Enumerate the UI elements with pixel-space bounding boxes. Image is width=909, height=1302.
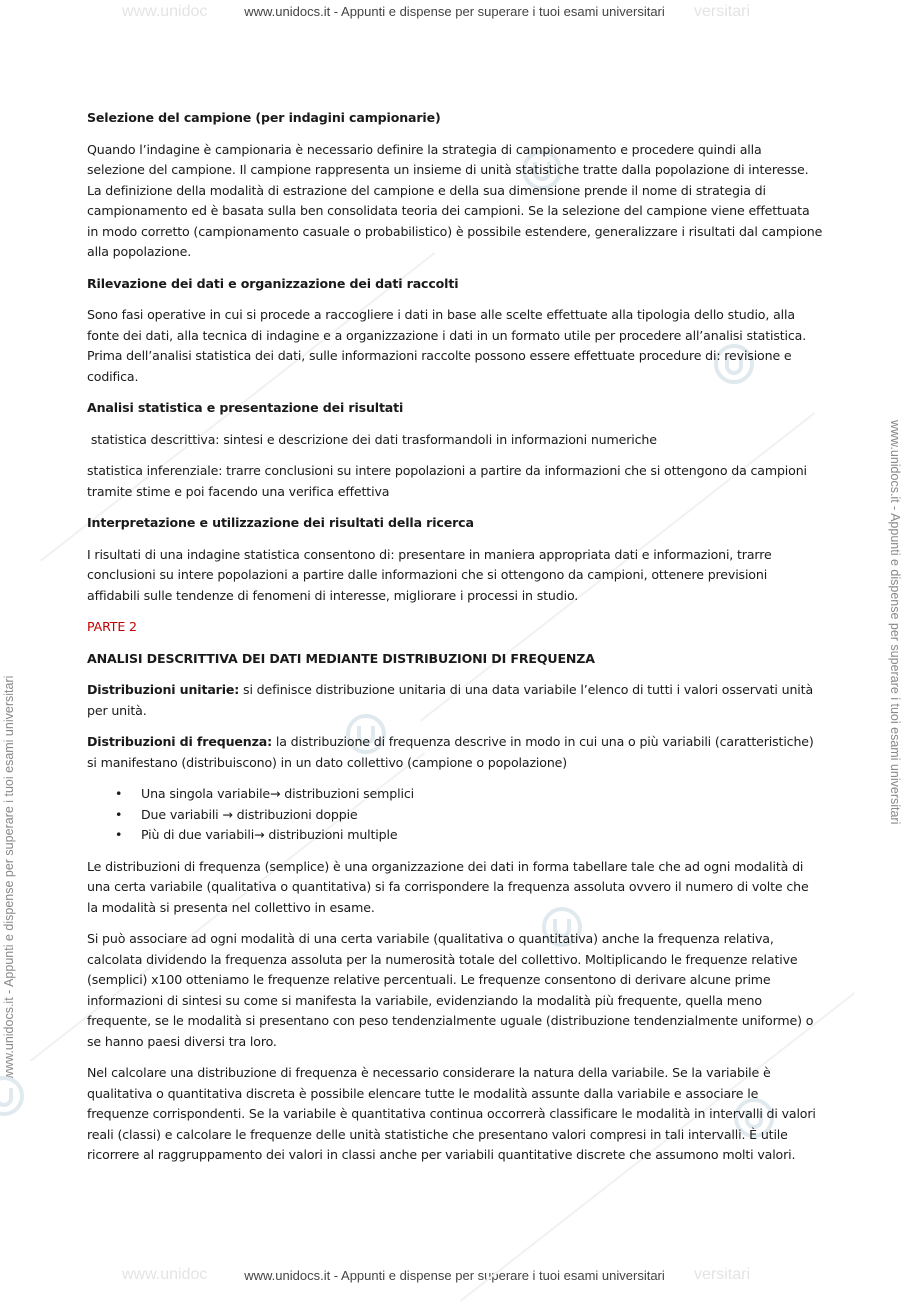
footer-watermark-url: www.unidocs.it - Appunti e dispense per superare i tuoi esami universitari [244,1268,665,1283]
section-heading-interpretazione: Interpretazione e utilizzazione dei risultati della ricerca [87,515,474,530]
paragraph-campione: Quando l’indagine è campionaria è necessario definire la strategia di campionamento e procedere quindi alla selezione del campione. Il campione rappresenta un insieme di unità statistiche tratte dalla popolazione di interesse. La definizione della modalità di estrazione del campione e della sua dimensione prende il nome di strategia di campionamento ed è basata sulla ben consolidata teoria dei campioni. Se la selezione del campione viene effettuata in modo corretto (campionamento casuale o probabilistico) è possibile estendere, generalizzare i risultati dal campione alla popolazione. [87,141,823,259]
paragraph-distribuzioni-frequenza [87,732,823,773]
watermark-ghost-top-left: www.unidoc [122,3,208,20]
list-item-right: distribuzioni multiple [264,827,398,842]
arrow-right-icon: → [222,806,233,822]
paragraph-interpretazione: I risultati di una indagine statistica consentono di: presentare in maniera appropriata dati e informazioni, trarre conclusioni su intere popolazioni a partire dalle informazioni che si ottengono da campioni, ottenere previsioni affidabili sulle tendenze di fenomeni di interesse, migliorare i processi in studio. [87,546,772,603]
header-watermark-url: www.unidocs.it - Appunti e dispense per superare i tuoi esami universitari [244,4,665,19]
text-distribuzioni-frequenza: la distribuzione di frequenza descrive in modo in cui una o più variabili (caratteristiche) si manifestano (distribuiscono) in un dato collettivo (campione o popolazione) [87,734,814,770]
section-heading-analisi: Analisi statistica e presentazione dei risultati [87,400,404,415]
paragraph-statistica-descrittiva: statistica descrittiva: sintesi e descrizione dei dati trasformandoli in informazioni numeriche [87,431,657,447]
document-body [87,108,823,1177]
part-title: ANALISI DESCRITTIVA DEI DATI MEDIANTE DISTRIBUZIONI DI FREQUENZA [87,650,595,666]
list-item [141,784,823,805]
list-item [141,825,823,846]
section-heading-rilevazione: Rilevazione dei dati e organizzazione dei dati raccolti [87,275,459,291]
list-item-left: Una singola variabile [141,786,271,801]
paragraph-statistica-inferenziale: statistica inferenziale: trarre conclusioni su intere popolazioni a partire da informazioni che si ottengono da campioni tramite stime e poi facendo una verifica effettiva [87,463,807,499]
term-distribuzioni-unitarie: Distribuzioni unitarie: [87,682,240,697]
term-distribuzioni-frequenza: Distribuzioni di frequenza: [87,734,273,749]
watermark-ghost-bottom-left: www.unidoc [122,1266,208,1283]
right-side-watermark-text: www.unidocs.it - Appunti e dispense per superare i tuoi esami universitari [888,420,902,825]
arrow-right-icon: → [270,786,281,801]
distribution-types-list [87,784,823,846]
section-heading-campione: Selezione del campione (per indagini campionarie) [87,110,441,125]
paragraph-rilevazione: Sono fasi operative in cui si procede a raccogliere i dati in base alle scelte effettuate alla tipologia dello studio, alla fonte dei dati, alla tecnica di indagine e a organizzazione i dati in un formato utile per procedere all’analisi statistica. Prima dell’analisi statistica dei dati, sulle informazioni raccolte possono essere effettuate procedure di: revisione e codifica. [87,307,807,384]
part-label: PARTE 2 [87,619,137,634]
paragraph-frequenza-relativa: Si può associare ad ogni modalità di una certa variabile (qualitativa o quantitativa) anche la frequenza relativa, calcolata dividendo la frequenza assoluta per la numerosità totale del collettivo. Moltiplicando le frequenze relative (semplici) x100 otteniamo le frequenze relative percentuali. Le frequenze consentono di derivare alcune prime informazioni di sintesi su come si manifesta la variabile, evidenziando la modalità più frequente, quella meno frequente, se le modalità si presentano con peso tendenzialmente uguale (distribuzione tendenzialmente uniforme) o se hanno paesi diversi tra loro. [87,931,814,1049]
list-item-right: distribuzioni doppie [232,806,358,822]
list-item [141,805,823,826]
watermark-logo-icon [0,1074,26,1118]
list-item-left: Più di due variabili [141,827,255,842]
paragraph-distribuzioni-unitarie [87,680,823,721]
paragraph-frequenza-assoluta: Le distribuzioni di frequenza (semplice) è una organizzazione dei dati in forma tabellare tale che ad ogni modalità di una certa variabile (qualitativa o quantitativa) si fa corrispondere la frequenza assoluta ovvero il numero di volte che la modalità si presenta nel collettivo in esame. [87,858,809,915]
watermark-ghost-bottom-right: versitari [694,1266,751,1283]
left-side-watermark-text: www.unidocs.it - Appunti e dispense per superare i tuoi esami universitari [2,675,16,1080]
paragraph-natura-variabile: Nel calcolare una distribuzione di frequenza è necessario considerare la natura della variabile. Se la variabile è qualitativa o quantitativa discreta è possibile elencare tutte le modalità assunte dalla variabile e associare le frequenze corrispondenti. Se la variabile è quantitativa continua occorrerà classificare le modalità in intervalli di valori reali (classi) e calcolare le frequenze delle unità statistiche che presentano valori compresi in tali intervalli. È utile ricorrere al raggruppamento dei valori in classi anche per variabili quantitative discrete che assumono molti valori. [87,1065,816,1162]
text-distribuzioni-unitarie: si definisce distribuzione unitaria di una data variabile l’elenco di tutti i valori osservati unità per unità. [87,682,814,718]
list-item-left: Due variabili [141,806,223,822]
watermark-ghost-top-right: versitari [694,3,751,20]
list-item-right: distribuzioni semplici [280,786,414,801]
arrow-right-icon: → [254,827,265,842]
